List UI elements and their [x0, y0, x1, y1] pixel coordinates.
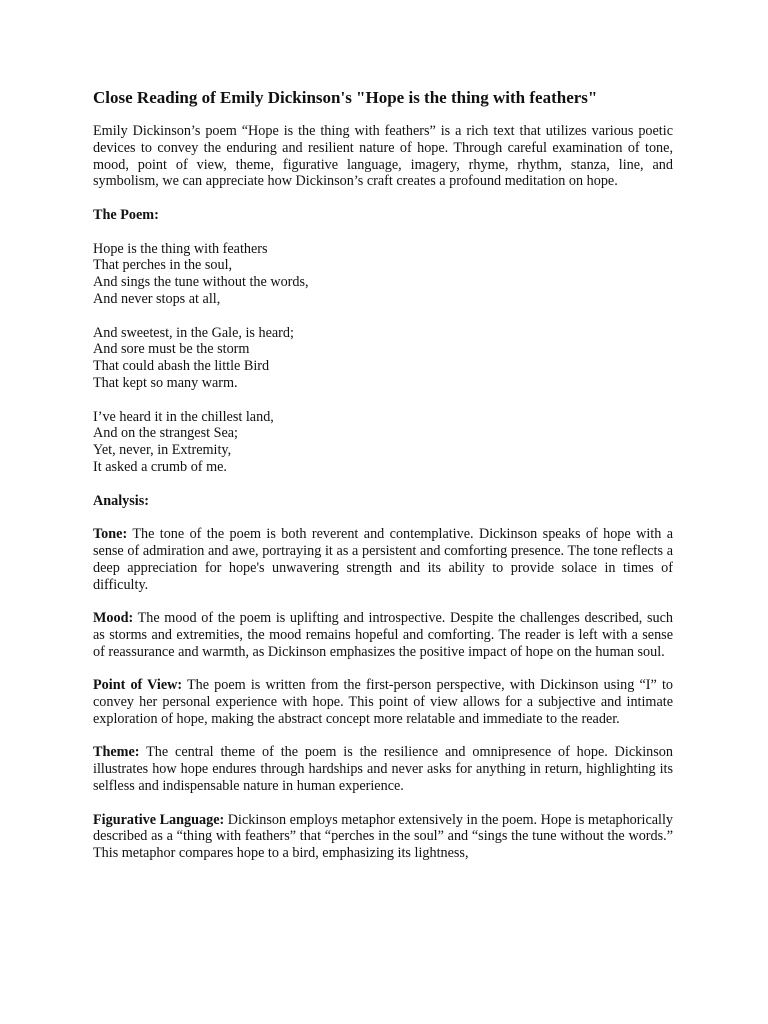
section-text: The central theme of the poem is the resilience and omnipresence of hope. Dickinson illustrates how hope endures through hardships and never asks for anything in return, highlighting its selfless and indispensable nature in human experience. [93, 744, 673, 795]
poem-stanza-3 [93, 409, 673, 476]
page-title: Close Reading of Emily Dickinson's "Hope is the thing with feathers" [93, 88, 598, 107]
poem-line: I’ve heard it in the chillest land, [93, 408, 274, 425]
poem-stanza-1 [93, 241, 673, 308]
poem-line: That could abash the little Bird [93, 358, 270, 375]
analysis-point-of-view [93, 677, 673, 727]
poem-line: It asked a crumb of me. [93, 458, 227, 475]
poem-line: And never stops at all, [93, 290, 221, 307]
poem-heading: The Poem: [93, 206, 159, 223]
section-label: Theme: [93, 744, 140, 761]
section-text: Dickinson employs metaphor extensively in the poem. Hope is metaphorically described as a “thing with feathers” that “perches in the soul” and “sings the tune without the words.” This metaphor compares hope to a bird, emphasizing its lightness, [93, 811, 674, 862]
intro-paragraph: Emily Dickinson’s poem “Hope is the thing with feathers” is a rich text that utilizes various poetic devices to convey the enduring and resilient nature of hope. Through careful examination of tone, mood, point of view, theme, figurative language, imagery, rhyme, rhythm, stanza, line, and symbolism, we can appreciate how Dickinson’s craft creates a profound meditation on hope. [93, 123, 673, 190]
analysis-mood [93, 610, 673, 660]
poem-line: That kept so many warm. [93, 374, 238, 391]
section-text: The mood of the poem is uplifting and introspective. Despite the challenges described, such as storms and extremities, the mood remains hopeful and comforting. The reader is left with a sense of reassurance and warmth, as Dickinson emphasizes the positive impact of hope on the human soul. [93, 610, 673, 660]
section-text: The poem is written from the first-person perspective, with Dickinson using “I” to convey her personal experience with hope. This point of view allows for a subjective and intimate exploration of hope, making the abstract concept more relatable and immediate to the reader. [93, 677, 673, 727]
section-label: Mood: [93, 610, 134, 627]
poem-line: And sings the tune without the words, [93, 274, 309, 291]
section-text: The tone of the poem is both reverent and contemplative. Dickinson speaks of hope with a sense of admiration and awe, portraying it as a persistent and comforting presence. The tone reflects a deep appreciation for hope's unwavering strength and its ability to provide solace in times of difficulty. [93, 526, 673, 593]
section-label: Figurative Language: [93, 811, 225, 828]
poem-line: Hope is the thing with feathers [93, 240, 268, 257]
poem-line: And sore must be the storm [93, 341, 250, 358]
poem-line: That perches in the soul, [93, 257, 233, 274]
analysis-theme [93, 744, 673, 794]
poem-line: And on the strangest Sea; [93, 425, 238, 442]
section-label: Point of View: [93, 677, 183, 694]
document-page [93, 86, 673, 879]
analysis-heading: Analysis: [93, 492, 149, 509]
section-label: Tone: [93, 526, 128, 543]
poem-stanza-2 [93, 325, 673, 392]
poem-line: Yet, never, in Extremity, [93, 442, 232, 459]
analysis-figurative-language [93, 812, 673, 862]
analysis-tone [93, 526, 673, 593]
poem-line: And sweetest, in the Gale, is heard; [93, 324, 294, 341]
